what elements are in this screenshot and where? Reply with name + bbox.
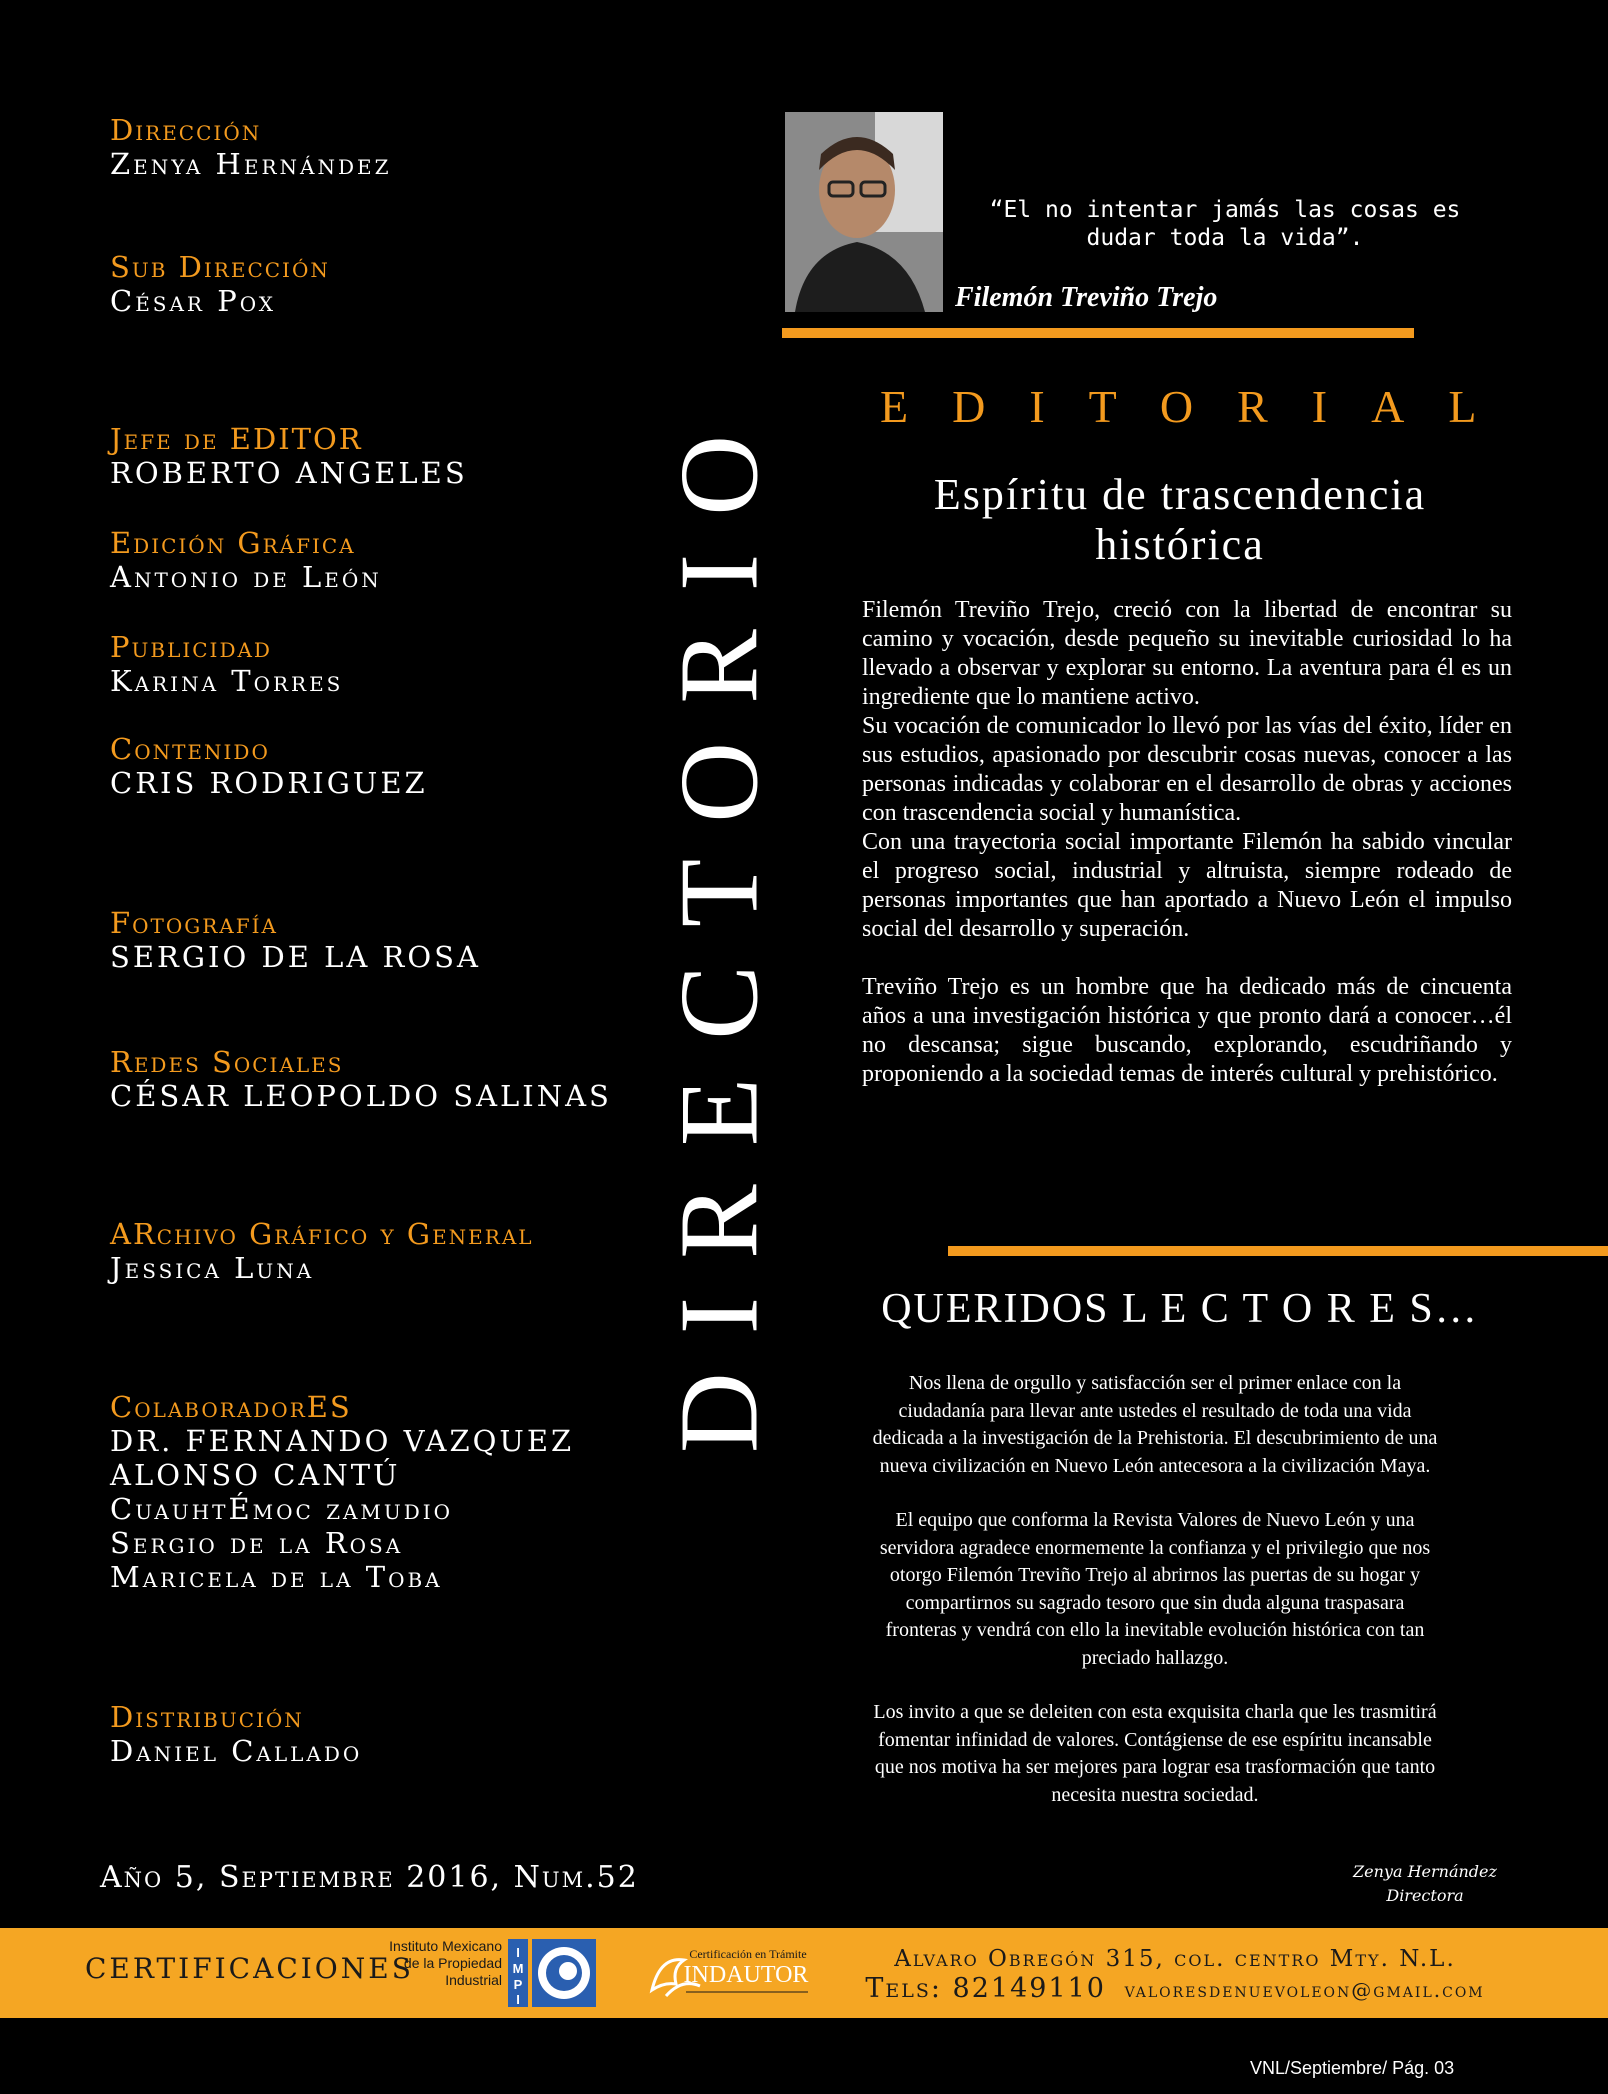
directory-entry [110,250,330,318]
directory-entry [110,906,481,974]
directory-role: Edición Gráfica [110,526,356,560]
directory-role: Fotografía [110,906,278,940]
directory-role: Jefe de EDITOR [110,422,363,456]
indautor-caption: Certificación en Trámite [689,1947,807,1961]
indautor-logo [642,1938,812,2010]
portrait-photo [785,112,943,312]
editorial-body [862,596,1512,1089]
directory-role: Dirección [110,113,262,147]
directory-entry [110,732,428,800]
directory-name: CuauhtÉmoc zamudio [110,1492,454,1526]
issue-info: Año 5, Septiembre 2016, Num.52 [100,1860,639,1895]
email-text: valoresdenuevoleon@gmail.com [1124,1978,1485,2002]
directory-name: Antonio de León [110,560,382,594]
phone-text: Tels: 82149110 [865,1973,1106,2004]
indautor-logo-icon [642,1938,812,2010]
directory-role: Publicidad [110,630,272,664]
divider-rule [782,328,1414,338]
signature-name: Zenya Hernández [1353,1862,1497,1881]
portrait-illustration [785,112,943,312]
directory-entry [110,1700,362,1768]
impi-letter: I [516,1945,520,1960]
directory-name: Karina Torres [110,664,344,698]
editorial-label: EDITORIAL [880,381,1521,432]
directory-role: Sub Dirección [110,250,330,284]
directory-entry [110,1390,574,1594]
vertical-title-text: DIRECTORIO [657,396,782,1454]
directory-name: Jessica Luna [110,1251,315,1285]
indautor-name: INDAUTOR [683,1962,809,1988]
signature [1340,1860,1510,1908]
editorial-paragraph: Treviño Trejo es un hombre que ha dedicado más de cincuenta años a una investigación histórica y que pronto dará a conocer…él no descansa; sigue buscando, explorando, escudriñando y proponiendo a la sociedad temas de interés cultural y prehistórico. [862,974,1512,1087]
quote-text: “El no intentar jamás las cosas es dudar toda la vida”. [989,197,1461,251]
editorial-paragraph: Filemón Treviño Trejo, creció con la libertad de encontrar su camino y vocación, desde pequeño su inevitable curiosidad lo ha llevado a observar y explorar su entorno. La aventura para él es un ingrediente que lo mantiene activo. [862,597,1512,710]
directory-name: ROBERTO ANGELES [110,456,468,490]
directory-entry [110,113,391,181]
letter-paragraph: El equipo que conforma la Revista Valores de Nuevo León y una servidora agradece enormemente la confianza y el privilegio que nos otorgo Filemón Treviño Trejo al abrirnos las puertas de su hogar y compartirnos su sagrado tesoro que sin duda alguna traspasara fronteras y vendrá con ello la inevitable evolución histórica con tan preciado hallazgo. [879,1509,1431,1669]
editorial-paragraph: Con una trayectoria social importante Filemón ha sabido vincular el progreso social, industrial y altruista, siempre rodeado de personas importantes que han aportado a Nuevo León el impulso social del desarrollo y superación. [862,829,1512,942]
contact-line [850,1974,1500,2005]
editorial-title-line2: histórica [1095,520,1265,569]
page-reference: VNL/Septiembre/ Pág. 03 [1250,2058,1455,2078]
directory-name: Daniel Callado [110,1734,363,1768]
directory-name: Maricela de la Toba [110,1560,443,1594]
directory-role: Contenido [110,732,270,766]
directory-entry [110,630,343,698]
directory-role: ARchivo Gráfico y General [110,1217,534,1251]
directory-name: CRIS RODRIGUEZ [110,766,428,800]
impi-text: Instituto Mexicano de la Propiedad Industrial [389,1938,502,1988]
directory-entry [110,1217,534,1285]
editorial-title-line1: Espíritu de trascendencia [933,470,1427,519]
impi-letter: P [513,1977,523,1992]
directory-name: César Pox [110,284,277,318]
directory-name: Sergio de la Rosa [110,1526,404,1560]
directory-entry [110,422,468,490]
signature-title: Directora [1386,1886,1464,1905]
directory-entry [110,1045,612,1113]
impi-letter: I [516,1992,520,2007]
directory-role: Redes Sociales [110,1045,344,1079]
quote-author: Filemón Treviño Trejo [955,282,1218,313]
editorial-paragraph: Su vocación de comunicador lo llevó por las vías del éxito, líder en sus estudios, apasionado por descubrir cosas nuevas, conocer a las personas indicadas y colaborar en el desarrollo de obras y acciones con trascendencia social y humanística. [862,713,1512,826]
letter-body [870,1370,1440,1836]
directory-role: ColaboradorES [110,1390,352,1424]
impi-logo [508,1937,598,2009]
directory-name: ALONSO CANTÚ [110,1458,401,1492]
contact-block [850,1944,1500,2005]
address-text: Alvaro Obregón 315, col. centro Mty. N.L. [894,1946,1456,1972]
directory-role: Distribución [110,1700,304,1734]
letter-title: QUERIDOS L E C T O R E S… [881,1286,1479,1332]
directory-name: CÉSAR LEOPOLDO SALINAS [110,1079,612,1113]
certifications-label: CERTIFICACIONES [85,1952,414,1985]
divider-rule [948,1246,1608,1256]
impi-logo-icon [508,1937,598,2009]
letter-paragraph: Nos llena de orgullo y satisfacción ser el primer enlace con la ciudadanía para llevar ante ustedes el resultado de toda una vida dedicada a la investigación de la Prehistoria. El descubrimiento de una nueva civilización en Nuevo León antecesora a la civilización Maya. [872,1372,1438,1477]
vertical-title [657,345,782,1505]
directory-name: Zenya Hernández [110,147,392,181]
directory-entry [110,526,382,594]
directory-name: SERGIO DE LA ROSA [110,940,481,974]
directory-name: DR. FERNANDO VAZQUEZ [110,1424,575,1458]
impi-letter: M [512,1961,524,1976]
letter-paragraph: Los invito a que se deleiten con esta exquisita charla que les trasmitirá fomentar infinidad de valores. Contágiense de ese espíritu incansable que nos motiva ha ser mejores para lograr esa trasformación que tanto necesita nuestra sociedad. [873,1701,1437,1806]
